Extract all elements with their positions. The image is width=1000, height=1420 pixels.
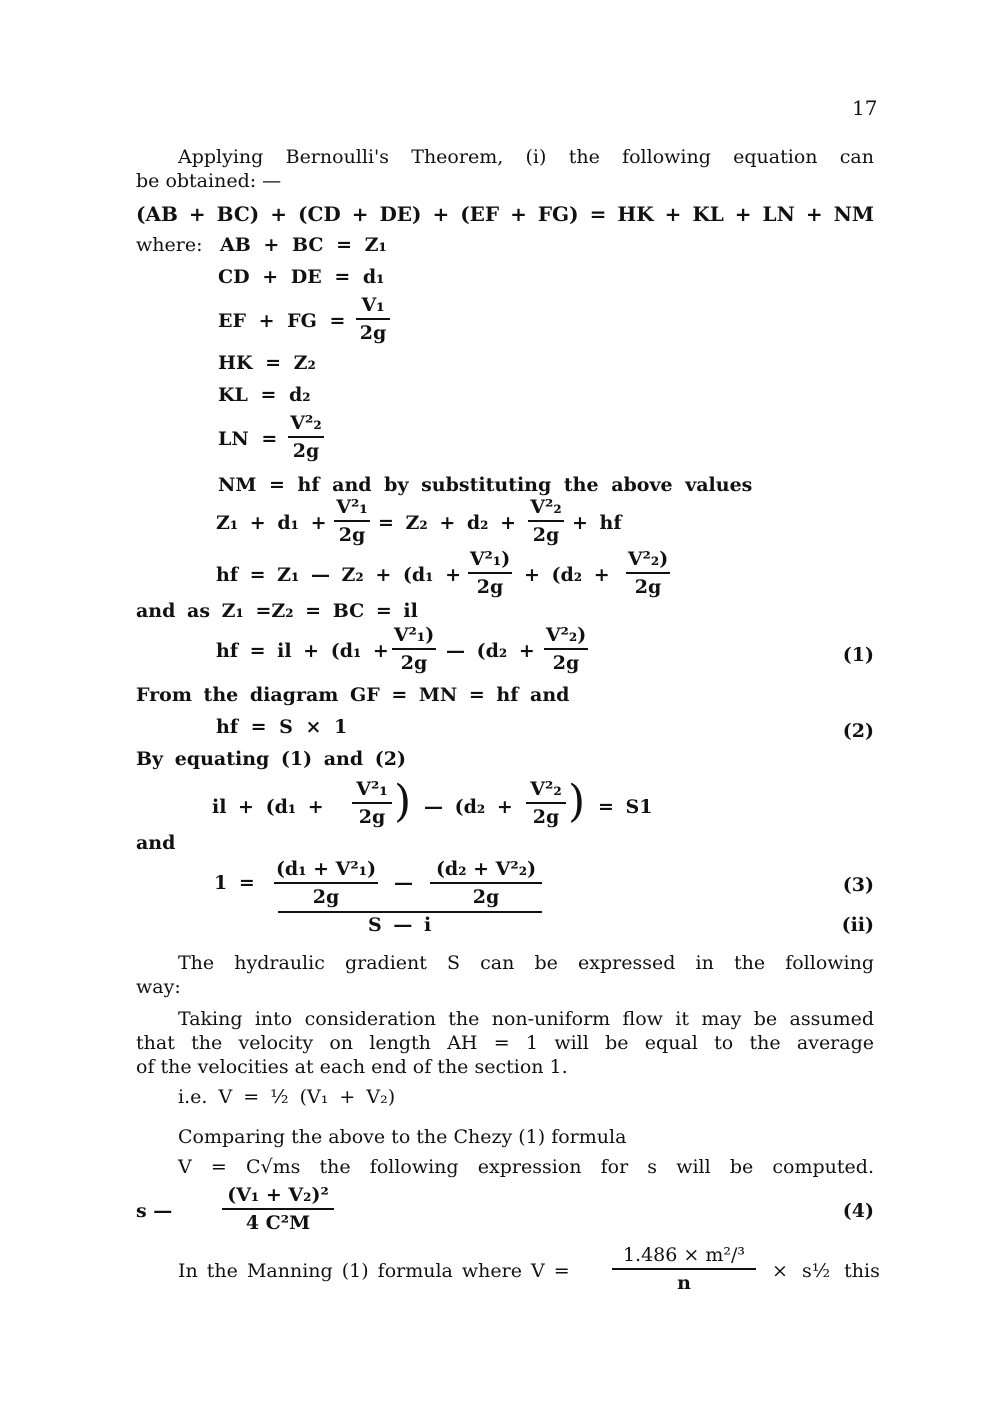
def-hk: HK = Z₂: [218, 352, 316, 374]
def-ln: LN =: [218, 428, 278, 450]
fraction-denominator: 2g: [626, 572, 670, 598]
fraction-numerator: V²₂): [627, 548, 669, 570]
main-equation: (AB + BC) + (CD + DE) + (EF + FG) = HK + KL + LN + NM: [136, 202, 874, 226]
fraction-denominator: 2g: [334, 520, 370, 546]
fraction-denominator: 2g: [430, 882, 542, 908]
eq-equate-part-c: = S1: [598, 796, 653, 818]
eq-sub-fraction-2: [528, 496, 564, 546]
manning-line-a: In the Manning (1) formula where V =: [178, 1260, 570, 1282]
fraction-numerator: V²₁: [356, 778, 388, 800]
fraction-numerator: V²₂: [530, 778, 562, 800]
eq4-lhs: s —: [136, 1200, 173, 1222]
fraction-numerator: V₁: [361, 294, 385, 316]
page-number: 17: [852, 96, 878, 120]
taking-line-3: of the velocities at each end of the section 1.: [136, 1056, 568, 1078]
eq3-denominator: S — i: [368, 914, 432, 936]
fraction-numerator: V²₂: [530, 496, 562, 518]
fraction-denominator: 2g: [528, 520, 564, 546]
and-word: and: [136, 832, 176, 854]
by-equating-line: By equating (1) and (2): [136, 748, 406, 770]
intro-line-1: Applying Bernoulli's Theorem, (i) the following equation can: [178, 146, 874, 168]
eq-hf-part-a: hf = Z₁ — Z₂ + (d₁ +: [216, 564, 462, 586]
comparing-line: Comparing the above to the Chezy (1) formula: [178, 1126, 627, 1148]
eq1-fraction-1: [392, 624, 436, 674]
fraction-numerator: V²₁): [393, 624, 435, 646]
eq-equate-fraction-1: [352, 778, 392, 828]
fraction-numerator: V²₁: [336, 496, 368, 518]
equation-number-4: (4): [842, 1200, 874, 1222]
taking-line-1: Taking into consideration the non-uniform flow it may be assumed: [178, 1008, 874, 1030]
equation-number-1: (1): [842, 644, 874, 666]
fraction-numerator: V²₁): [469, 548, 511, 570]
chezy-line: V = C√ms the following expression for s will be computed.: [178, 1156, 874, 1178]
fraction-numerator: (d₁ + V²₁): [275, 858, 377, 880]
def-ef-fg-fraction: [356, 294, 390, 344]
eq-hf-part-b: + (d₂ +: [524, 564, 610, 586]
eq3-fraction-1: [274, 858, 378, 908]
eq1-part-b: — (d₂ +: [446, 640, 535, 662]
eq3-fraction-2: [430, 858, 542, 908]
def-ab-bc: AB + BC = Z₁: [220, 234, 387, 256]
def-ln-fraction: [288, 412, 324, 462]
close-paren-1: ): [394, 776, 412, 827]
fraction-denominator: 2g: [352, 802, 392, 828]
def-cd-de: CD + DE = d₁: [218, 266, 385, 288]
eq2: hf = S × 1: [216, 716, 348, 738]
eq-sub-fraction-1: [334, 496, 370, 546]
where-label: where:: [136, 234, 203, 256]
fraction-numerator: V²₂: [290, 412, 322, 434]
fraction-denominator: 2g: [274, 882, 378, 908]
taking-line-2: that the velocity on length AH = 1 will be equal to the average: [136, 1032, 874, 1054]
def-ef-fg: EF + FG =: [218, 310, 346, 332]
fraction-numerator: (V₁ + V₂)²: [227, 1184, 329, 1206]
eq-hf-fraction-2: [626, 548, 670, 598]
fraction-denominator: 2g: [392, 648, 436, 674]
eq-hf-fraction-1: [468, 548, 512, 598]
eq3-lhs: 1 =: [214, 872, 255, 894]
close-paren-2: ): [568, 776, 586, 827]
fraction-denominator: 2g: [468, 572, 512, 598]
manning-fraction: [612, 1244, 756, 1294]
def-kl: KL = d₂: [218, 384, 311, 406]
fraction-denominator: 2g: [288, 436, 324, 462]
eq4-fraction: [222, 1184, 334, 1234]
eq1-part-a: hf = il + (d₁ +: [216, 640, 389, 662]
def-nm: NM = hf and by substituting the above values: [218, 474, 753, 496]
equation-number-3: (3): [842, 874, 874, 896]
fraction-denominator: 2g: [544, 648, 588, 674]
and-as-line: and as Z₁ =Z₂ = BC = il: [136, 600, 418, 622]
equation-number-ii: (ii): [841, 914, 874, 936]
eq-equate-part-a: il + (d₁ +: [212, 796, 324, 818]
ie-line: i.e. V = ½ (V₁ + V₂): [178, 1086, 396, 1108]
from-diagram-line: From the diagram GF = MN = hf and: [136, 684, 570, 706]
manning-line-b: × s½ this: [772, 1260, 880, 1282]
fraction-denominator: 2g: [526, 802, 566, 828]
eq-sub-part-c: + hf: [572, 512, 622, 534]
fraction-denominator: n: [612, 1268, 756, 1294]
fraction-denominator: 2g: [356, 318, 390, 344]
eq1-fraction-2: [544, 624, 588, 674]
eq-sub-part-a: Z₁ + d₁ +: [216, 512, 327, 534]
fraction-numerator: (d₂ + V²₂): [435, 858, 537, 880]
intro-line-2: be obtained: —: [136, 170, 282, 192]
eq3-main-fraction-bar: [278, 911, 542, 913]
hydraulic-line-2: way:: [136, 976, 181, 998]
fraction-numerator: V²₂): [545, 624, 587, 646]
eq-equate-part-b: — (d₂ +: [424, 796, 513, 818]
fraction-numerator: 1.486 × m²/³: [622, 1244, 746, 1266]
eq-equate-fraction-2: [526, 778, 566, 828]
eq-sub-part-b: = Z₂ + d₂ +: [378, 512, 517, 534]
hydraulic-line-1: The hydraulic gradient S can be expressed in the following: [178, 952, 874, 974]
equation-number-2: (2): [842, 720, 874, 742]
eq3-minus: —: [394, 872, 413, 894]
fraction-denominator: 4 C²M: [222, 1208, 334, 1234]
